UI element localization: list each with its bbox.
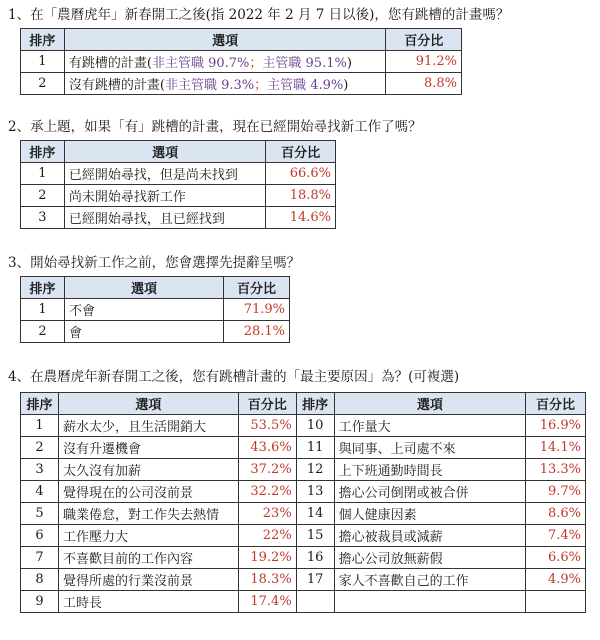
percent-cell: 6.6%	[526, 547, 586, 569]
table-q3	[20, 276, 290, 343]
option-cell: 尚未開始尋找新工作	[64, 185, 266, 207]
percent-cell: 71.9%	[224, 299, 290, 321]
option-cell: 已經開始尋找，且已經找到	[64, 207, 266, 229]
percent-cell: 53.5%	[238, 415, 296, 437]
option-cell: 薪水太少，且生活開銷大	[58, 415, 238, 437]
rank-cell: 12	[296, 459, 334, 481]
percent-cell: 37.2%	[238, 459, 296, 481]
option-cell	[334, 591, 525, 613]
question-2: 2、承上題，如果「有」跳槽的計畫，現在已經開始尋找新工作了嗎？	[8, 119, 422, 135]
option-cell: 不會	[64, 299, 223, 321]
rank-cell: 7	[21, 547, 59, 569]
question-1: 1、在「農曆虎年」新春開工之後(指 2022 年 2 月 7 日以後)，您有跳槽的計畫嗎？	[8, 7, 510, 23]
percent-cell: 18.8%	[266, 185, 336, 207]
percent-cell: 9.7%	[526, 481, 586, 503]
option-cell: 覺得所處的行業沒前景	[58, 569, 238, 591]
rank-cell: 2	[21, 73, 65, 95]
rank-cell: 10	[296, 415, 334, 437]
percent-cell: 17.4%	[238, 591, 296, 613]
rank-cell: 17	[296, 569, 334, 591]
option-sep: ；	[249, 56, 263, 71]
header-option: 選項	[58, 393, 238, 415]
header-option: 選項	[334, 393, 525, 415]
option-close: )	[346, 56, 352, 71]
table-row	[21, 481, 586, 503]
rank-cell: 1	[21, 299, 65, 321]
rank-cell: 2	[21, 437, 59, 459]
rank-cell: 1	[21, 163, 65, 185]
option-sub-a: 非主管職 9.3%	[164, 78, 255, 93]
option-sep: ；	[254, 78, 268, 93]
rank-cell: 14	[296, 503, 334, 525]
rank-cell: 2	[21, 321, 65, 343]
option-cell: 太久沒有加薪	[58, 459, 238, 481]
table-q1	[20, 28, 462, 95]
table-row	[21, 437, 586, 459]
option-cell	[64, 73, 386, 95]
question-4: 4、在農曆虎年新春開工之後，您有跳槽計畫的「最主要原因」為？(可複選)	[8, 369, 460, 385]
rank-cell: 3	[21, 459, 59, 481]
header-rank: 排序	[21, 393, 59, 415]
rank-cell: 5	[21, 503, 59, 525]
rank-cell: 6	[21, 525, 59, 547]
rank-cell: 1	[21, 51, 65, 73]
question-3: 3、開始尋找新工作之前，您會選擇先提辭呈嗎？	[8, 255, 301, 271]
percent-cell: 91.2%	[386, 51, 462, 73]
option-cell: 工作量大	[334, 415, 525, 437]
percent-cell: 13.3%	[526, 459, 586, 481]
percent-cell: 18.3%	[238, 569, 296, 591]
header-percent: 百分比	[224, 277, 290, 299]
header-rank: 排序	[21, 141, 65, 163]
option-cell: 與同事、上司處不來	[334, 437, 525, 459]
percent-cell: 43.6%	[238, 437, 296, 459]
rank-cell: 13	[296, 481, 334, 503]
table-row	[21, 503, 586, 525]
percent-cell: 28.1%	[224, 321, 290, 343]
option-cell: 工時長	[58, 591, 238, 613]
header-rank: 排序	[296, 393, 334, 415]
header-percent: 百分比	[526, 393, 586, 415]
percent-cell: 22%	[238, 525, 296, 547]
rank-cell	[296, 591, 334, 613]
table-row	[21, 207, 336, 229]
percent-cell: 8.8%	[386, 73, 462, 95]
header-option: 選項	[64, 29, 386, 51]
option-cell: 擔心被裁員或減薪	[334, 525, 525, 547]
header-rank: 排序	[21, 277, 65, 299]
table-row	[21, 299, 290, 321]
table-row	[21, 415, 586, 437]
option-text: 有跳槽的計畫(	[68, 56, 152, 71]
table-row	[21, 525, 586, 547]
header-percent: 百分比	[238, 393, 296, 415]
header-option: 選項	[64, 277, 223, 299]
percent-cell: 16.9%	[526, 415, 586, 437]
header-rank: 排序	[21, 29, 65, 51]
table-row	[21, 185, 336, 207]
percent-cell: 66.6%	[266, 163, 336, 185]
rank-cell: 16	[296, 547, 334, 569]
rank-cell: 15	[296, 525, 334, 547]
percent-cell	[526, 591, 586, 613]
option-sub-b: 主管職 95.1%	[262, 56, 347, 71]
header-percent: 百分比	[386, 29, 462, 51]
option-sub-a: 非主管職 90.7%	[151, 56, 250, 71]
table-row	[21, 459, 586, 481]
rank-cell: 1	[21, 415, 59, 437]
table-row	[21, 321, 290, 343]
option-close: )	[343, 78, 349, 93]
option-sub-b: 主管職 4.9%	[267, 78, 344, 93]
rank-cell: 9	[21, 591, 59, 613]
rank-cell: 3	[21, 207, 65, 229]
percent-cell: 7.4%	[526, 525, 586, 547]
percent-cell: 23%	[238, 503, 296, 525]
rank-cell: 2	[21, 185, 65, 207]
option-cell: 個人健康因素	[334, 503, 525, 525]
table-row	[21, 73, 462, 95]
option-cell: 擔心公司放無薪假	[334, 547, 525, 569]
percent-cell: 32.2%	[238, 481, 296, 503]
percent-cell: 14.6%	[266, 207, 336, 229]
option-cell	[64, 51, 386, 73]
percent-cell: 4.9%	[526, 569, 586, 591]
rank-cell: 4	[21, 481, 59, 503]
table-row	[21, 547, 586, 569]
table-q4	[20, 392, 586, 613]
rank-cell: 11	[296, 437, 334, 459]
percent-cell: 14.1%	[526, 437, 586, 459]
header-percent: 百分比	[266, 141, 336, 163]
option-cell: 擔心公司倒閉或被合併	[334, 481, 525, 503]
option-cell: 不喜歡目前的工作內容	[58, 547, 238, 569]
option-cell: 沒有升遷機會	[58, 437, 238, 459]
option-cell: 覺得現在的公司沒前景	[58, 481, 238, 503]
option-cell: 職業倦怠，對工作失去熱情	[58, 503, 238, 525]
option-cell: 會	[64, 321, 223, 343]
option-text: 沒有跳槽的計畫(	[68, 78, 165, 93]
option-cell: 工作壓力大	[58, 525, 238, 547]
rank-cell: 8	[21, 569, 59, 591]
table-row	[21, 51, 462, 73]
table-q2	[20, 140, 336, 229]
option-cell: 已經開始尋找，但是尚未找到	[64, 163, 266, 185]
table-row	[21, 163, 336, 185]
table-row	[21, 569, 586, 591]
percent-cell: 19.2%	[238, 547, 296, 569]
option-cell: 家人不喜歡自己的工作	[334, 569, 525, 591]
option-cell: 上下班通勤時間長	[334, 459, 525, 481]
table-row	[21, 591, 586, 613]
header-option: 選項	[64, 141, 266, 163]
percent-cell: 8.6%	[526, 503, 586, 525]
